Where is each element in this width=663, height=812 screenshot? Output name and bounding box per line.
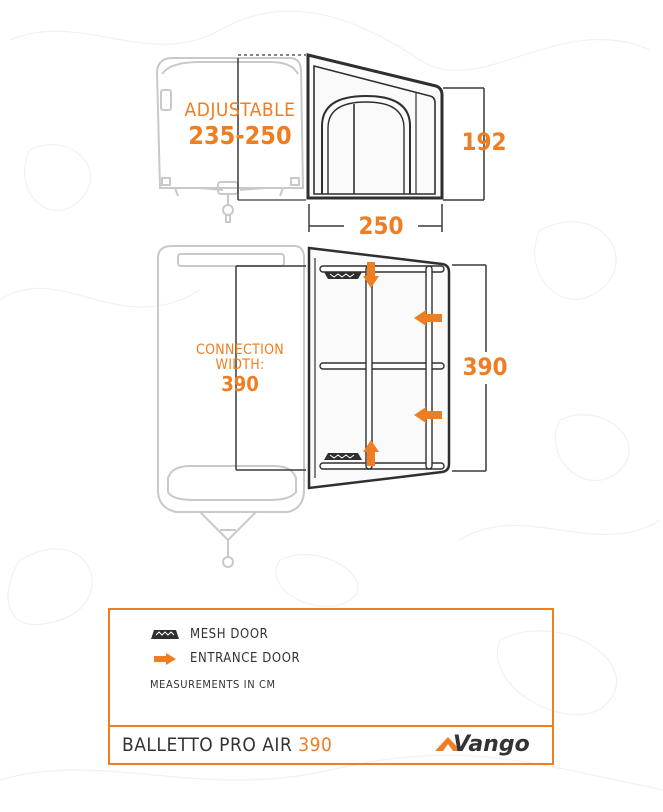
awning-side-view: [308, 55, 442, 198]
brand-name: Vango: [453, 732, 530, 757]
mesh-door-top: [324, 272, 362, 279]
product-name: BALLETTO PRO AIR: [122, 734, 293, 756]
mesh-door-bottom: [324, 453, 362, 460]
product-size: 390: [298, 734, 333, 756]
measurements-units-label: MEASUREMENTS IN CM: [150, 678, 276, 691]
connection-caption-width: WIDTH:: [215, 357, 265, 373]
awning-plan-view: [309, 248, 449, 488]
adjustable-height-value: 235-250: [188, 121, 292, 150]
connection-width-value: 390: [221, 372, 259, 396]
awning-height-value: 192: [461, 128, 507, 156]
awning-width-value: 390: [462, 353, 508, 381]
orange-arrow-icon: [154, 653, 176, 665]
product-title: [122, 734, 332, 756]
entrance-door-label: ENTRANCE DOOR: [190, 651, 301, 666]
caravan-plan-outline: [158, 246, 304, 567]
connection-caption: CONNECTION: [195, 342, 285, 358]
legend-divider: [110, 725, 552, 727]
mesh-door-label: MESH DOOR: [190, 627, 269, 642]
mesh-door-icon: [151, 630, 179, 640]
awning-depth-value: 250: [358, 212, 404, 240]
adjustable-caption: ADJUSTABLE: [184, 99, 296, 121]
legend-box: [108, 608, 554, 765]
